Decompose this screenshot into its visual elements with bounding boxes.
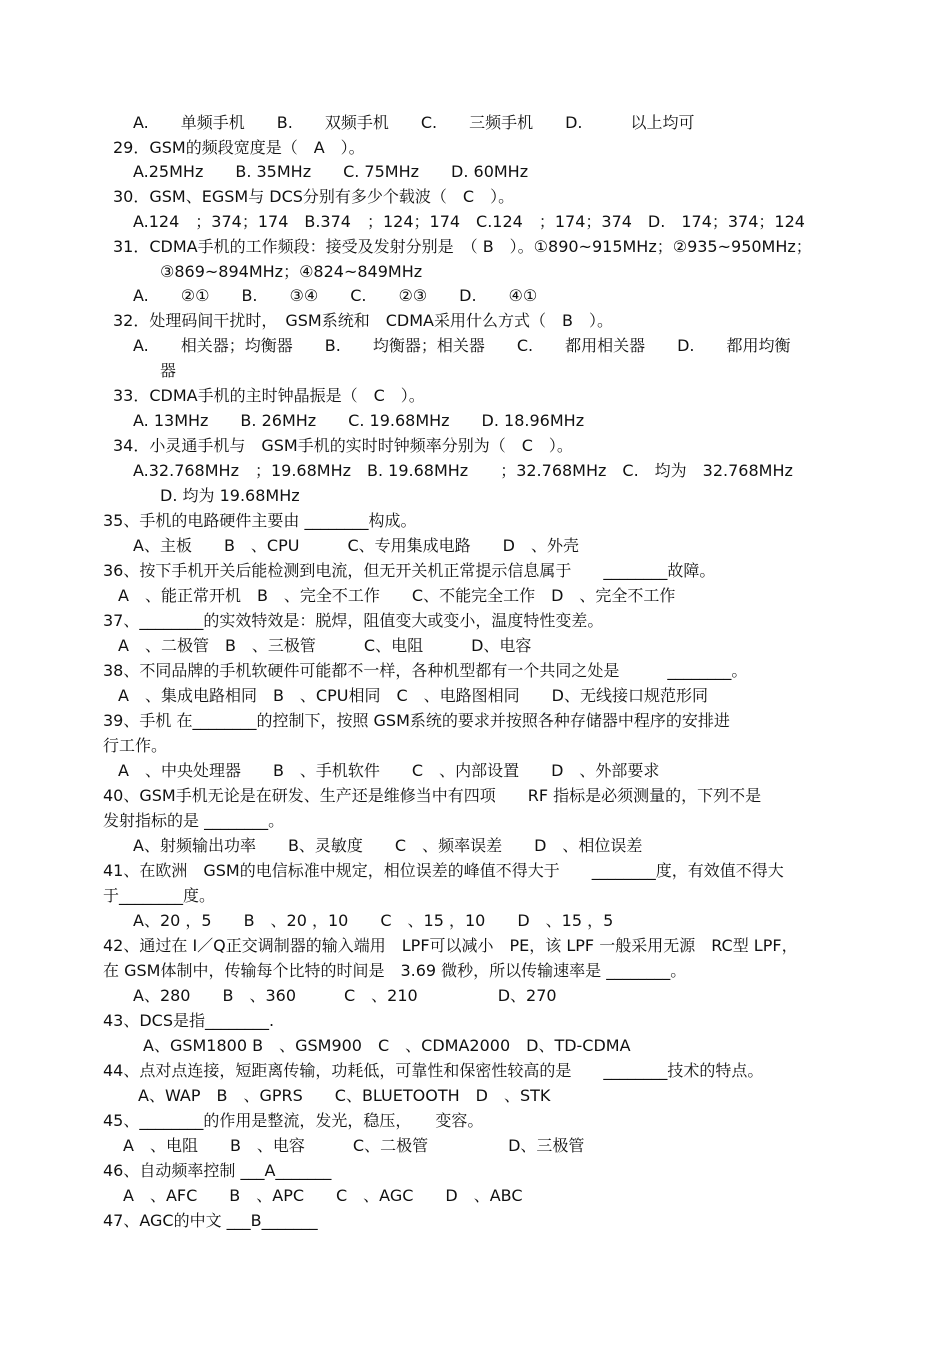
question-43: 43、DCS是指________. xyxy=(103,1011,275,1030)
text-line: 行工作。 xyxy=(103,736,168,755)
text-line: A. 单频手机 B. 双频手机 C. 三频手机 D. 以上均可 xyxy=(133,113,695,132)
text-line: D. 均为 19.68MHz xyxy=(160,486,300,505)
question-35: 35、手机的电路硬件主要由 ________构成。 xyxy=(103,511,417,530)
text-line: 于________度。 xyxy=(103,886,216,905)
question-44: 44、点对点连接，短距离传输，功耗低，可靠性和保密性较高的是 ________技术的特点。 xyxy=(103,1061,764,1080)
question-34: 34．小灵通手机与 GSM手机的实时时钟频率分别为（ C ）。 xyxy=(113,436,573,455)
question-42: 42、通过在 I／Q正交调制器的输入端用 LPF可以减小 PE，该 LPF 一般采用无源 RC型 LPF， xyxy=(103,936,798,955)
text-line: A、主板 B 、CPU C、专用集成电路 D 、外壳 xyxy=(133,536,579,555)
text-line: A. 相关器；均衡器 B. 均衡器；相关器 C. 都用相关器 D. 都用均衡 xyxy=(133,336,791,355)
text-line: 发射指标的是 ________。 xyxy=(103,811,285,830)
text-line: A、射频输出功率 B、灵敏度 C 、频率误差 D 、相位误差 xyxy=(133,836,643,855)
text-line: ③869~894MHz；④824~849MHz xyxy=(160,262,423,281)
text-line: A 、电阻 B 、电容 C、二极管 D、三极管 xyxy=(123,1136,585,1155)
question-38: 38、不同品牌的手机软硬件可能都不一样，各种机型都有一个共同之处是 ________。 xyxy=(103,661,748,680)
question-40: 40、GSM手机无论是在研发、生产还是维修当中有四项 RF 指标是必须测量的，下列不是 xyxy=(103,786,762,805)
text-line: A.124 ；374；174 B.374 ；124；174 C.124 ；174；374 D. 174；374；124 xyxy=(133,212,805,231)
text-line: A 、二极管 B 、三极管 C、电阻 D、电容 xyxy=(118,636,532,655)
question-31: 31．CDMA手机的工作频段：接受及发射分别是 （ B ）。①890~915MHz；②935~950MHz； xyxy=(113,237,812,256)
question-46: 46、自动频率控制 ___A_______ xyxy=(103,1161,332,1180)
text-line: A 、中央处理器 B 、手机软件 C 、内部设置 D 、外部要求 xyxy=(118,761,660,780)
question-45: 45、________的作用是整流，发光，稳压， 变容。 xyxy=(103,1111,484,1130)
text-line: A、GSM1800 B 、GSM900 C 、CDMA2000 D、TD-CDMA xyxy=(143,1036,631,1055)
text-line: A、280 B 、360 C 、210 D、270 xyxy=(133,986,557,1005)
text-line: A 、AFC B 、APC C 、AGC D 、ABC xyxy=(123,1186,523,1205)
question-33: 33．CDMA手机的主时钟晶振是（ C ）。 xyxy=(113,386,425,405)
question-36: 36、按下手机开关后能检测到电流，但无开关机正常提示信息属于 ________故障。 xyxy=(103,561,716,580)
text-line: 在 GSM体制中，传输每个比特的时间是 3.69 微秒，所以传输速率是 ________。 xyxy=(103,961,687,980)
question-41: 41、在欧洲 GSM的电信标准中规定，相位误差的峰值不得大于 ________度，有效值不得大 xyxy=(103,861,784,880)
question-30: 30．GSM、EGSM与 DCS分别有多少个载波（ C ）。 xyxy=(113,187,515,206)
text-line: A、20 ，5 B 、20 ，10 C 、15 ，10 D 、15 ，5 xyxy=(133,911,614,930)
question-47: 47、AGC的中文 ___B_______ xyxy=(103,1211,318,1230)
question-39: 39、手机 在________的控制下，按照 GSM系统的要求并按照各种存储器中程序的安排进 xyxy=(103,711,730,730)
text-line: A.25MHz B. 35MHz C. 75MHz D. 60MHz xyxy=(133,162,529,181)
text-line: A、WAP B 、GPRS C、BLUETOOTH D 、STK xyxy=(138,1086,551,1105)
text-line: A. ②① B. ③④ C. ②③ D. ④① xyxy=(133,286,538,305)
text-line: A 、集成电路相同 B 、CPU相同 C 、电路图相同 D、无线接口规范形同 xyxy=(118,686,708,705)
question-37: 37、________的实效特效是：脱焊，阻值变大或变小，温度特性变差。 xyxy=(103,611,604,630)
text-line: A.32.768MHz ；19.68MHz B. 19.68MHz ；32.768MHz C. 均为 32.768MHz xyxy=(133,461,793,480)
text-line: A. 13MHz B. 26MHz C. 19.68MHz D. 18.96MHz xyxy=(133,411,585,430)
question-32: 32．处理码间干扰时， GSM系统和 CDMA采用什么方式（ B ）。 xyxy=(113,311,613,330)
text-line: A 、能正常开机 B 、完全不工作 C、不能完全工作 D 、完全不工作 xyxy=(118,586,676,605)
text-line: 器 xyxy=(160,361,177,380)
question-29: 29．GSM的频段宽度是（ A ）。 xyxy=(113,138,365,157)
